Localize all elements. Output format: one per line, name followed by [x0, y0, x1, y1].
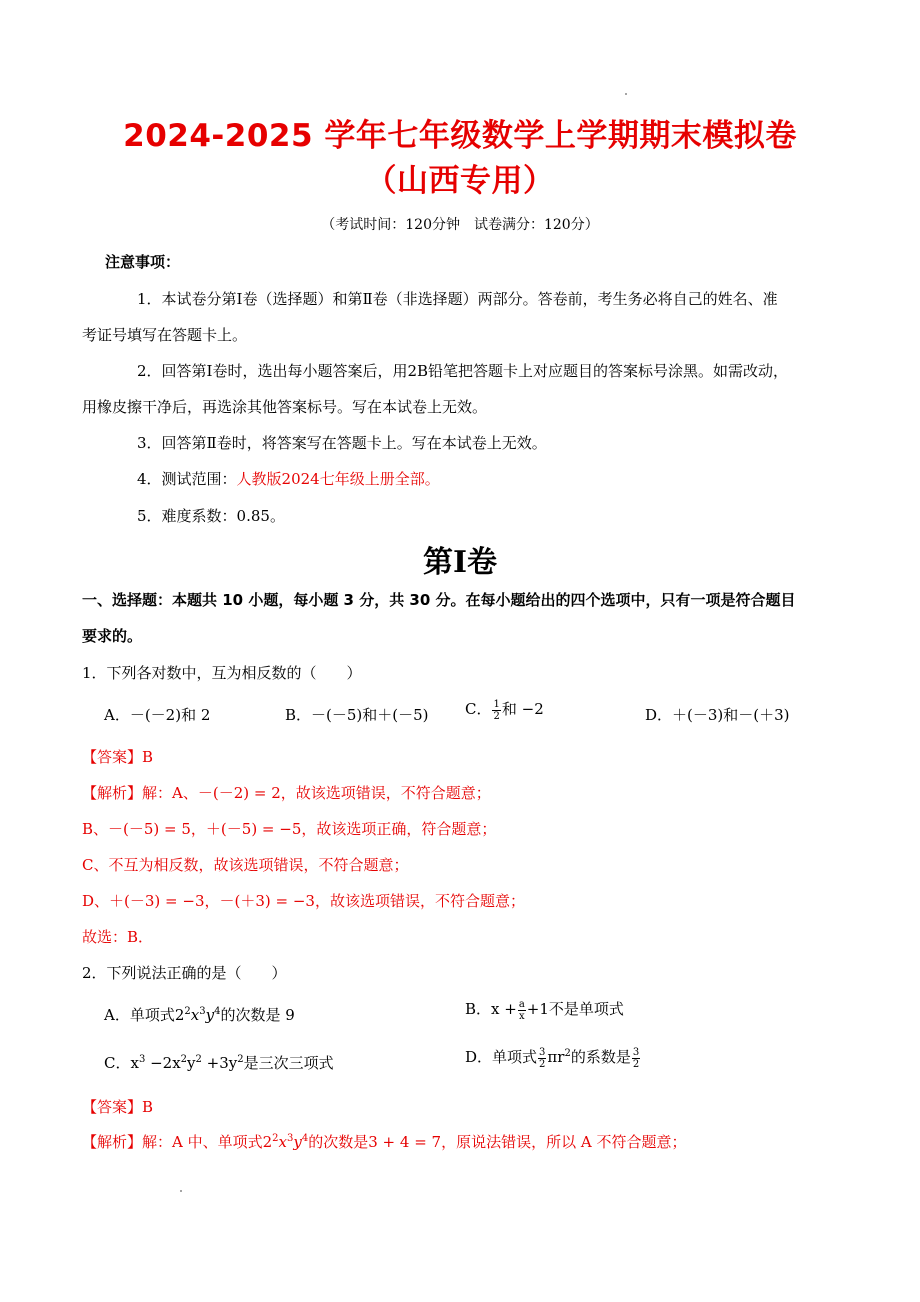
notice-item-5: 5．难度系数：0.85。 — [137, 507, 285, 525]
q2-option-d-mid: πr — [547, 1048, 565, 1066]
q2-option-b-den: x — [518, 1010, 525, 1022]
q2-option-b-fraction — [518, 999, 526, 1022]
q2-option-b-num: a — [518, 998, 525, 1010]
q1-answer: 【答案】B — [82, 748, 154, 766]
q1-analysis-tag: 【解析】 — [82, 784, 143, 802]
q2-option-c-e1: 3 — [138, 1054, 146, 1065]
notice-item-2-line-2: 用橡皮擦干净后，再选涂其他答案标号。写在本试卷上无效。 — [82, 398, 488, 416]
q2-analysis-line-1 — [82, 1131, 686, 1152]
q2-option-a-pre: A．单项式2 — [104, 1006, 185, 1024]
q1-option-c-label: C． — [465, 700, 492, 718]
q2-option-b — [465, 998, 624, 1022]
q1-option-b: B．－(－5)和＋(－5) — [285, 706, 429, 724]
q2-option-d-post: 的系数是 — [570, 1048, 631, 1066]
q2-option-c-post: 是三次三项式 — [243, 1054, 334, 1072]
q1-option-c-den: 2 — [493, 710, 500, 722]
q2-option-c — [104, 1052, 334, 1073]
q2-option-c-mid2: y — [187, 1054, 196, 1072]
notice-item-1-line-1: 1．本试卷分第Ⅰ卷（选择题）和第Ⅱ卷（非选择题）两部分。答卷前，考生务必将自己的姓名、准 — [137, 290, 778, 308]
q2-analysis-tag: 【解析】 — [82, 1133, 143, 1151]
q2-option-d — [465, 1046, 641, 1070]
q2-option-d-fraction-2 — [632, 1047, 640, 1070]
q2-answer: 【答案】B — [82, 1098, 154, 1116]
q1-analysis-line-2: B、－(－5) = 5，＋(－5) = −5，故该选项正确，符合题意； — [82, 820, 497, 838]
notice-item-4-scope: 人教版2024七年级上册全部。 — [236, 470, 440, 488]
q2-analysis-e3: 4 — [301, 1133, 309, 1144]
q1-option-c-rest: 和 −2 — [501, 700, 544, 718]
decor-dot — [625, 93, 627, 95]
q1-analysis-line-3: C、不互为相反数，故该选项错误，不符合题意； — [82, 856, 409, 874]
footer-dot — [180, 1190, 182, 1192]
q2-option-b-pre: B．x + — [465, 1000, 517, 1018]
q2-analysis-x: x — [278, 1133, 288, 1151]
q1-option-d: D．＋(－3)和－(＋3) — [645, 706, 790, 724]
notice-item-1-line-2: 考证号填写在答题卡上。 — [82, 326, 248, 344]
q1-stem: 1．下列各对数中，互为相反数的（ ） — [82, 664, 362, 682]
q2-stem: 2．下列说法正确的是（ ） — [82, 964, 287, 982]
q2-analysis-e2: 3 — [287, 1133, 294, 1144]
section-instruction-line-2: 要求的。 — [82, 627, 143, 645]
notice-item-4-prefix: 4．测试范围： — [137, 470, 237, 488]
q2-option-c-e4: 2 — [237, 1054, 244, 1065]
q2-option-d-fraction-1 — [538, 1047, 546, 1070]
q2-option-a — [104, 1004, 295, 1025]
q1-option-c — [465, 698, 544, 722]
q2-analysis-post: 的次数是3 + 4 = 7，原说法错误，所以 A 不符合题意； — [308, 1133, 687, 1151]
q1-option-c-num: 1 — [493, 698, 500, 710]
q2-analysis-y: y — [293, 1133, 302, 1151]
q2-option-d-num2: 3 — [632, 1046, 640, 1058]
q2-option-c-e3: 2 — [195, 1054, 202, 1065]
q2-option-a-y: y — [205, 1006, 215, 1024]
q2-option-c-mid3: +3y — [201, 1054, 238, 1072]
q2-option-a-x: x — [190, 1006, 200, 1024]
q2-option-d-den2: 2 — [632, 1058, 640, 1070]
q2-option-c-e2: 2 — [180, 1054, 188, 1065]
q2-option-a-exp3: 4 — [214, 1006, 221, 1017]
q1-analysis-line-1 — [82, 782, 491, 803]
q2-option-a-post: 的次数是 9 — [220, 1006, 295, 1024]
section-title: 第Ⅰ卷 — [422, 545, 498, 580]
q2-option-b-post: +1不是单项式 — [526, 1000, 624, 1018]
title-line-1: 2024-2025 学年七年级数学上学期期末模拟卷 — [123, 118, 797, 154]
q2-option-d-pre: D．单项式 — [465, 1048, 538, 1066]
q2-option-c-mid1: −2x — [145, 1054, 181, 1072]
section-instruction-line-1: 一、选择题：本题共 10 小题，每小题 3 分，共 30 分。在每小题给出的四个选项中，只有一项是符合题目 — [82, 591, 796, 609]
q2-option-a-exp1: 2 — [184, 1006, 191, 1017]
notice-item-2-line-1: 2．回答第Ⅰ卷时，选出每小题答案后，用2B铅笔把答题卡上对应题目的答案标号涂黑。如需改动， — [137, 362, 789, 380]
q2-analysis-pre: 解：A 中、单项式2 — [142, 1133, 273, 1151]
q2-option-d-exp: 2 — [564, 1048, 571, 1059]
title-line-2: （山西专用） — [365, 163, 555, 199]
q1-conclusion: 故选：B． — [82, 928, 154, 946]
notice-heading: 注意事项： — [105, 253, 181, 271]
exam-info: （考试时间：120分钟 试卷满分：120分） — [321, 217, 599, 233]
q2-option-a-exp2: 3 — [199, 1006, 206, 1017]
notice-item-4 — [137, 468, 440, 489]
q1-analysis-line-4: D、＋(－3) = −3，－(＋3) = −3，故该选项错误，不符合题意； — [82, 892, 525, 910]
q1-analysis-line-1-text: 解：A、－(－2) = 2，故该选项错误，不符合题意； — [142, 784, 491, 802]
q2-option-d-den: 2 — [539, 1058, 546, 1070]
q2-option-c-pre: C．x — [104, 1054, 139, 1072]
q2-analysis-e1: 2 — [272, 1133, 279, 1144]
notice-item-3: 3．回答第Ⅱ卷时，将答案写在答题卡上。写在本试卷上无效。 — [137, 434, 547, 452]
q1-option-c-fraction — [492, 699, 500, 722]
q1-option-a: A．－(－2)和 2 — [104, 706, 211, 724]
q2-option-d-num: 3 — [539, 1046, 546, 1058]
